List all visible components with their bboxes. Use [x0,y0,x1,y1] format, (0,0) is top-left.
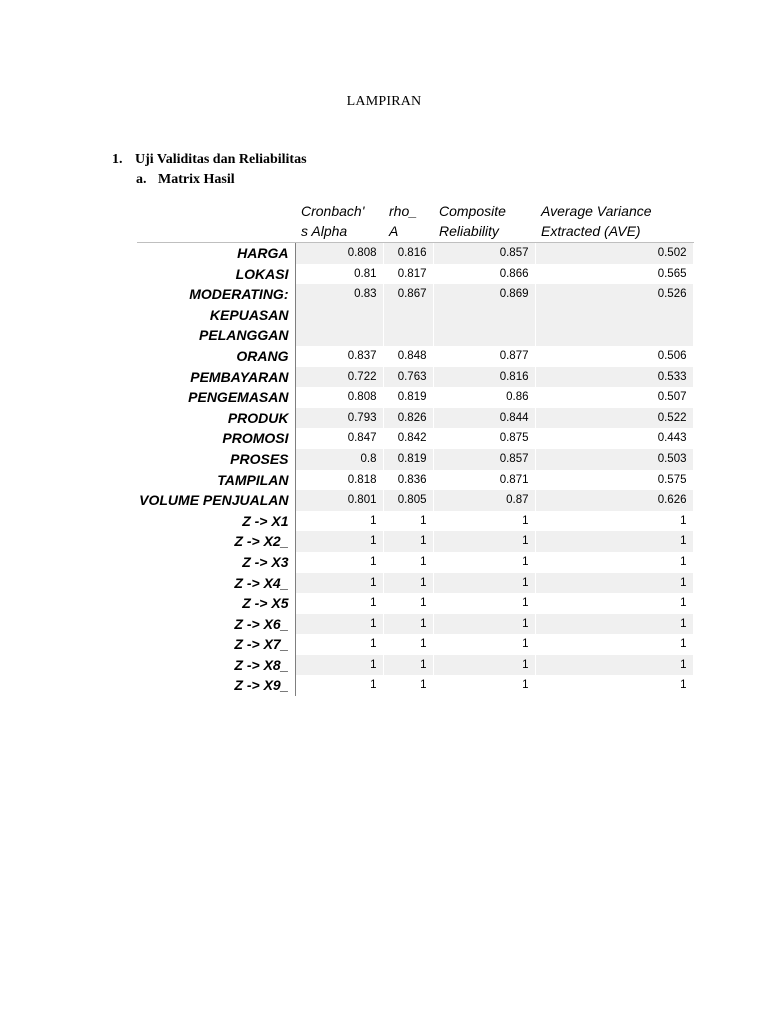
cell-value: 0.837 [295,346,383,367]
cell-value: 1 [433,614,535,635]
cell-value: 0.866 [433,264,535,285]
cell-value: 0.443 [535,428,693,449]
cell-value: 1 [535,511,693,532]
cell-value: 1 [383,614,433,635]
cell-value: 0.8 [295,449,383,470]
cell-value: 0.502 [535,243,693,264]
table-row [137,552,693,573]
table-row [137,531,693,552]
cell-value: 0.836 [383,470,433,491]
cell-value: 0.857 [433,243,535,264]
cell-value: 0.575 [535,470,693,491]
cell-value: 1 [383,655,433,676]
cell-value: 1 [433,531,535,552]
row-label: Z -> X7_ [137,634,295,655]
cell-value: 0.816 [383,243,433,264]
section-number: 1. [112,152,123,167]
cell-value: 0.871 [433,470,535,491]
cell-value: 0.848 [383,346,433,367]
table-row [137,243,693,264]
cell-value: 0.869 [433,284,535,346]
cell-value: 0.816 [433,367,535,388]
cell-value: 0.793 [295,408,383,429]
row-label: LOKASI [137,264,295,285]
matrix-body [137,243,693,697]
cell-value: 1 [383,531,433,552]
row-label: PEMBAYARAN [137,367,295,388]
row-label: Z -> X2_ [137,531,295,552]
cell-value: 0.87 [433,490,535,511]
page-title: LAMPIRAN [346,94,422,109]
cell-value: 0.507 [535,387,693,408]
header-row [137,200,693,243]
table-row [137,511,693,532]
cell-value: 0.565 [535,264,693,285]
cell-value: 0.763 [383,367,433,388]
row-label: Z -> X6_ [137,614,295,635]
cell-value: 1 [295,614,383,635]
header-composite-reliability: Composite Reliability [433,200,535,243]
cell-value: 0.817 [383,264,433,285]
cell-value: 1 [433,552,535,573]
table-row [137,387,693,408]
cell-value: 0.503 [535,449,693,470]
cell-value: 1 [433,675,535,696]
header-ave: Average Variance Extracted (AVE) [535,200,693,243]
cell-value: 0.808 [295,243,383,264]
table-row [137,284,693,346]
cell-value: 0.826 [383,408,433,429]
cell-value: 0.844 [433,408,535,429]
cell-value: 1 [535,573,693,594]
cell-value: 0.722 [295,367,383,388]
cell-value: 1 [383,573,433,594]
cell-value: 0.819 [383,387,433,408]
cell-value: 1 [295,531,383,552]
cell-value: 0.626 [535,490,693,511]
cell-value: 0.875 [433,428,535,449]
table-row [137,367,693,388]
cell-value: 0.877 [433,346,535,367]
row-label: ORANG [137,346,295,367]
table-row [137,428,693,449]
subsection-label: Matrix Hasil [158,172,235,187]
cell-value: 1 [433,573,535,594]
cell-value: 1 [535,614,693,635]
cell-value: 0.805 [383,490,433,511]
table-row [137,346,693,367]
row-label: PROMOSI [137,428,295,449]
cell-value: 0.83 [295,284,383,346]
cell-value: 0.819 [383,449,433,470]
cell-value: 1 [535,552,693,573]
cell-value: 0.526 [535,284,693,346]
cell-value: 1 [433,634,535,655]
row-label: TAMPILAN [137,470,295,491]
cell-value: 0.801 [295,490,383,511]
table-row [137,655,693,676]
cell-value: 1 [433,593,535,614]
table-row [137,614,693,635]
row-label: Z -> X5 [137,593,295,614]
row-label: Z -> X3 [137,552,295,573]
table-row [137,573,693,594]
cell-value: 0.847 [295,428,383,449]
cell-value: 1 [535,655,693,676]
cell-value: 0.533 [535,367,693,388]
cell-value: 0.818 [295,470,383,491]
cell-value: 1 [295,675,383,696]
cell-value: 1 [295,573,383,594]
row-label: Z -> X1 [137,511,295,532]
cell-value: 1 [383,593,433,614]
cell-value: 1 [383,511,433,532]
cell-value: 1 [535,675,693,696]
header-cronbachs-alpha: Cronbach' s Alpha [295,200,383,243]
row-label: MODERATING: KEPUASAN PELANGGAN [137,284,295,346]
cell-value: 1 [433,655,535,676]
header-corner [137,200,295,243]
table-row [137,449,693,470]
section-heading [112,152,307,168]
cell-value: 1 [383,552,433,573]
table-row [137,408,693,429]
cell-value: 0.86 [433,387,535,408]
matrix-table [137,200,694,696]
row-label: PENGEMASAN [137,387,295,408]
table-row [137,634,693,655]
cell-value: 0.81 [295,264,383,285]
table-row [137,675,693,696]
table-row [137,264,693,285]
table-row [137,470,693,491]
cell-value: 1 [295,511,383,532]
header-rho-a: rho_ A [383,200,433,243]
cell-value: 1 [383,675,433,696]
table-row [137,593,693,614]
row-label: HARGA [137,243,295,264]
cell-value: 1 [433,511,535,532]
row-label: Z -> X8_ [137,655,295,676]
row-label: Z -> X4_ [137,573,295,594]
cell-value: 1 [295,593,383,614]
row-label: PROSES [137,449,295,470]
cell-value: 1 [295,634,383,655]
cell-value: 1 [383,634,433,655]
cell-value: 0.522 [535,408,693,429]
cell-value: 1 [295,552,383,573]
cell-value: 1 [535,634,693,655]
cell-value: 0.808 [295,387,383,408]
section-label: Uji Validitas dan Reliabilitas [135,152,307,167]
row-label: PRODUK [137,408,295,429]
row-label: VOLUME PENJUALAN [137,490,295,511]
cell-value: 0.867 [383,284,433,346]
subsection-heading [136,172,235,188]
cell-value: 1 [535,531,693,552]
cell-value: 0.842 [383,428,433,449]
row-label: Z -> X9_ [137,675,295,696]
table-row [137,490,693,511]
cell-value: 0.857 [433,449,535,470]
subsection-number: a. [136,172,147,187]
cell-value: 1 [535,593,693,614]
cell-value: 0.506 [535,346,693,367]
cell-value: 1 [295,655,383,676]
